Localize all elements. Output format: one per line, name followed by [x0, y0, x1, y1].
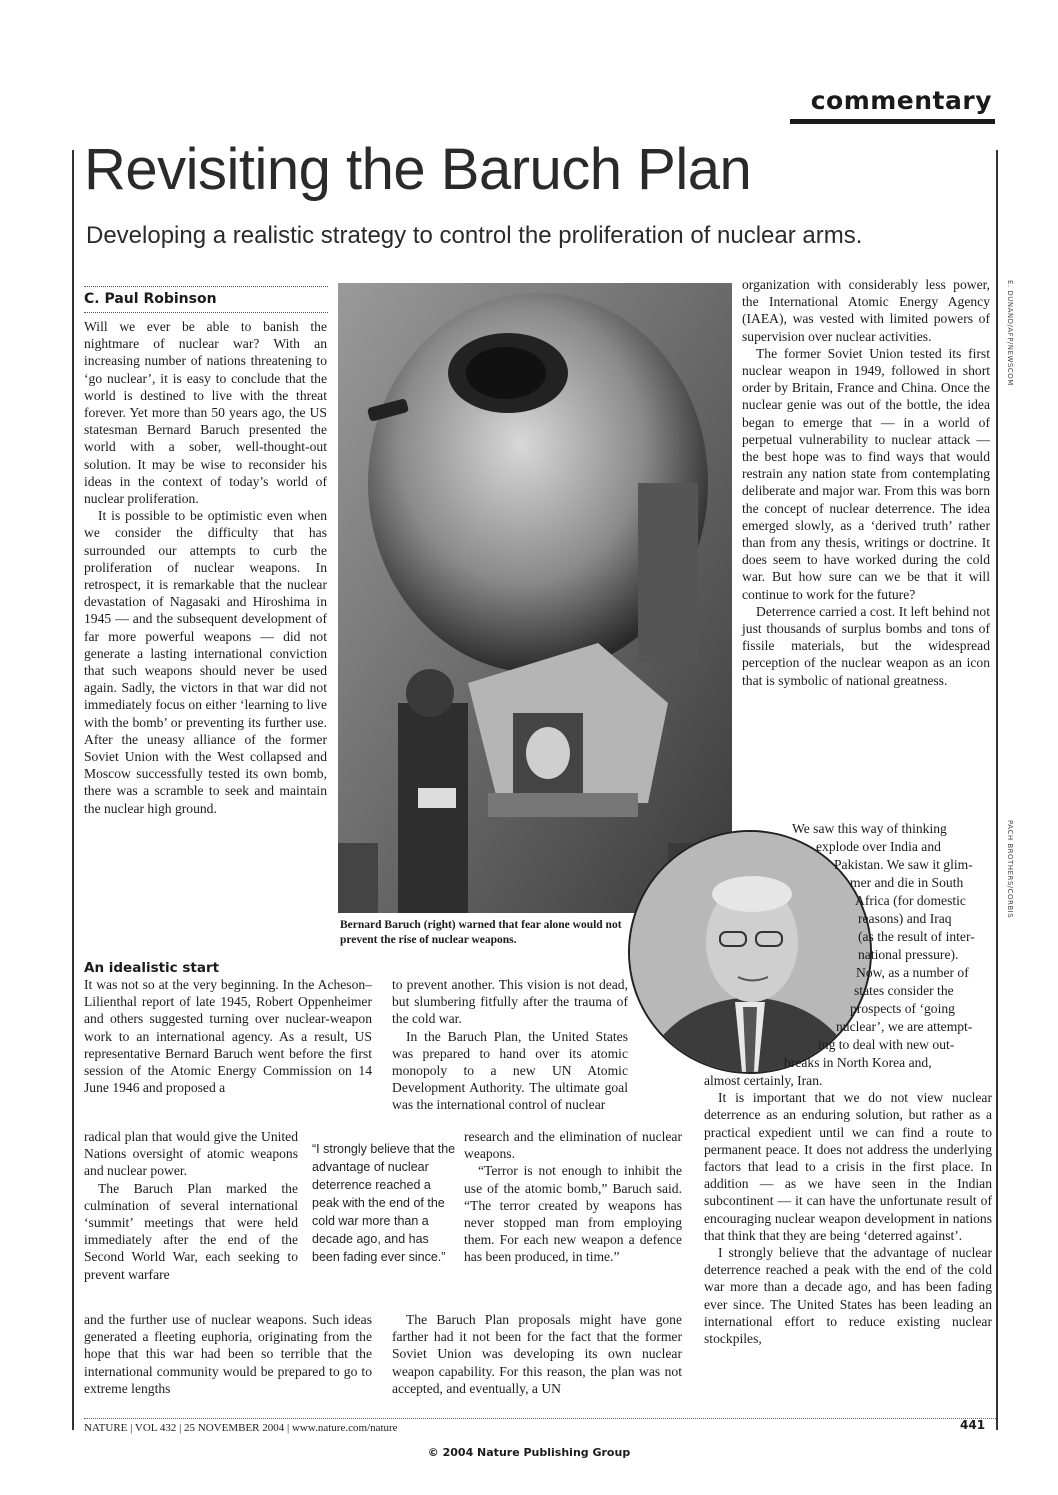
paragraph: organization with considerably less power, the International Atomic Energy Agency (IAEA), was vested with limited powers of supervision over nuclear activities. — [742, 277, 990, 344]
left-margin-rule — [72, 150, 74, 1430]
paragraph: The Baruch Plan marked the culmination of several international ‘summit’ meetings that were held immediately after the end of the Second World War, each seeking to prevent warfare — [84, 1180, 298, 1282]
wrapped-line: reasons) and Iraq — [858, 911, 952, 926]
byline-rule-bottom — [84, 312, 328, 313]
wrapped-line: We saw this way of thinking — [792, 821, 947, 836]
author-byline: C. Paul Robinson — [84, 291, 217, 307]
paragraph: and the further use of nuclear weapons. Such ideas generated a fleeting euphoria, originating from the hope that this war had been so terrible that the international community would be prepared to go to extreme lengths — [84, 1312, 372, 1396]
paragraph: In the Baruch Plan, the United States was prepared to hand over its atomic monopoly to a new UN Atomic Development Authority. The ultimate goal was the international control of nuclear — [392, 1028, 628, 1113]
lower-left-paragraph-1 — [84, 976, 372, 1096]
wrapped-line: breaks in North Korea and, — [784, 1055, 932, 1070]
wrapped-line: national pressure). — [858, 947, 959, 962]
wrapped-line: ing to deal with new out- — [818, 1037, 955, 1052]
main-photo — [338, 283, 732, 913]
paragraph: It is possible to be optimistic even when we consider the difficulty that has surrounded our attempts to curb the proliferation of nuclear weapons. In retrospect, it is remarkable that the nuclear devastation of Nagasaki and Hiroshima in 1945 — and the subsequent development of far more powerful weapons — did not generate a lasting international conviction that such weapons should never be used again. Sadly, the victors in that war did not immediately focus on either ‘learning to live with the bomb’ or preventing its further use. After the uneasy alliance of the former Soviet Union with the West collapsed and Moscow successfully tested its own bomb, there was a scramble to seek and maintain the nuclear high ground. — [84, 508, 327, 816]
paragraph: “Terror is not enough to inhibit the use of the atomic bomb,” Baruch said. “The terror created by weapons has never stopped man from employing them. For each new weapon a defence has been produced, in time.” — [464, 1163, 682, 1265]
column-1 — [84, 318, 327, 817]
wrapped-line: Pakistan. We saw it glim- — [834, 857, 973, 872]
wrapped-line: prospects of ‘going — [850, 1001, 955, 1016]
article-subtitle: Developing a realistic strategy to control the proliferation of nuclear arms. — [86, 222, 863, 249]
paragraph: Will we ever be able to banish the nightmare of nuclear war? With an increasing number of nations threatening to ‘go nuclear’, it is easy to conclude that the world is destined to live with the threat forever. Yet more than 50 years ago, the US statesman Bernard Baruch presented the world with a sober, well-thought-out solution. It may be wise to reconsider his ideas in the context of today’s world of nuclear proliferation. — [84, 319, 327, 507]
paragraph: It is important that we do not view nuclear deterrence as an enduring solution, but rather as a practical expedient until we can find a route to permanent peace. It does not address the underlying factors that lead to a crisis in the first place. In addition — as we have seen in the Indian subcontinent — it can have the unfortunate result of encouraging nuclear weapon development in nations that think that they are being ‘deterred against’. — [704, 1090, 992, 1243]
lower-left-narrow — [84, 1128, 298, 1283]
middle-column-narrow — [464, 1128, 682, 1266]
page-number: 441 — [960, 1418, 986, 1432]
paragraph: almost certainly, Iran. — [704, 1073, 823, 1088]
photo-caption: Bernard Baruch (right) warned that fear alone would not prevent the rise of nuclear weapons. — [340, 919, 622, 946]
article-title: Revisiting the Baruch Plan — [84, 137, 752, 202]
wrapped-line: Now, as a number of — [856, 965, 969, 980]
wrapped-line: nuclear’, we are attempt- — [836, 1019, 973, 1034]
paragraph: Deterrence carried a cost. It left behind not just thousands of surplus bombs and tons of fissile materials, but the widespread perception of the nuclear weapon as an icon that is symbolic of national greatness. — [742, 603, 990, 688]
section-heading: An idealistic start — [84, 960, 220, 976]
footer-rule — [84, 1418, 996, 1419]
pull-quote: “I strongly believe that the advantage of nuclear deterrence reached a peak with the end of the cold war more than a decade ago, and has been fading ever since.” — [312, 1142, 456, 1264]
paragraph: I strongly believe that the advantage of nuclear deterrence reached a peak with the end of the cold war more than a decade ago, and has been fading ever since. The United States has been leading an international effort to reduce existing nuclear stockpiles, — [704, 1245, 992, 1347]
paragraph: to prevent another. This vision is not dead, but slumbering fitfully after the trauma of the cold war. — [392, 977, 628, 1027]
copyright: © 2004 Nature Publishing Group — [427, 1446, 631, 1459]
nuclear-device-photo — [338, 283, 732, 913]
section-label: commentary — [810, 86, 992, 115]
wrapped-line: Africa (for domestic — [855, 893, 966, 908]
photo-credit-2: PACH BROTHERS/CORBIS — [1006, 820, 1014, 919]
right-column-bottom — [704, 1072, 992, 1347]
paragraph: The Baruch Plan proposals might have gone farther had it not been for the fact that the former Soviet Union was developing its own nuclear weapon capability. For this reason, the plan was not accepted, and eventually, a UN — [392, 1312, 682, 1396]
right-margin-rule — [996, 150, 998, 1430]
journal-footer: NATURE | VOL 432 | 25 NOVEMBER 2004 | www.nature.com/nature — [84, 1422, 398, 1434]
paragraph: The former Soviet Union tested its first nuclear weapon in 1949, followed in short order by Britain, France and China. Once the nuclear genie was out of the bottle, the idea began to emerge that — in a world of perpetual vulnerability to nuclear attack — the best hope was to find ways that would restrain any nation state from contemplating deliberate and major war. From this was born the concept of nuclear deterrence. The idea emerged slowly, as a ‘derived truth’ rather than from any thesis, writings or doctrine. It does seem to have worked during the cold war. But how sure can we be that it will continue to work for the future? — [742, 345, 990, 602]
paragraph: research and the elimination of nuclear weapons. — [464, 1129, 682, 1162]
section-rule — [790, 119, 995, 124]
middle-column-bottom — [392, 1311, 682, 1397]
wrapped-line: (as the result of inter- — [858, 929, 975, 944]
lower-left-paragraph-3 — [84, 1311, 372, 1397]
photo-credit-1: E. DUNAND/AFP/NEWSCOM — [1006, 280, 1014, 386]
right-column-top — [742, 276, 990, 689]
wrapped-line: states consider the — [854, 983, 954, 998]
paragraph: It was not so at the very beginning. In the Acheson–Lilienthal report of late 1945, Robert Oppenheimer and others suggested turning over nuclear-weapon work to an international agency. As a result, US representative Bernard Baruch went before the first session of the Atomic Energy Commission on 14 June 1946 and proposed a — [84, 977, 372, 1096]
paragraph: radical plan that would give the United Nations oversight of atomic weapons and nuclear power. — [84, 1129, 298, 1179]
wrapped-line: mer and die in South — [850, 875, 964, 890]
wrapped-line: explode over India and — [816, 839, 941, 854]
middle-column-top — [392, 976, 628, 1114]
byline-rule-top — [84, 286, 328, 288]
